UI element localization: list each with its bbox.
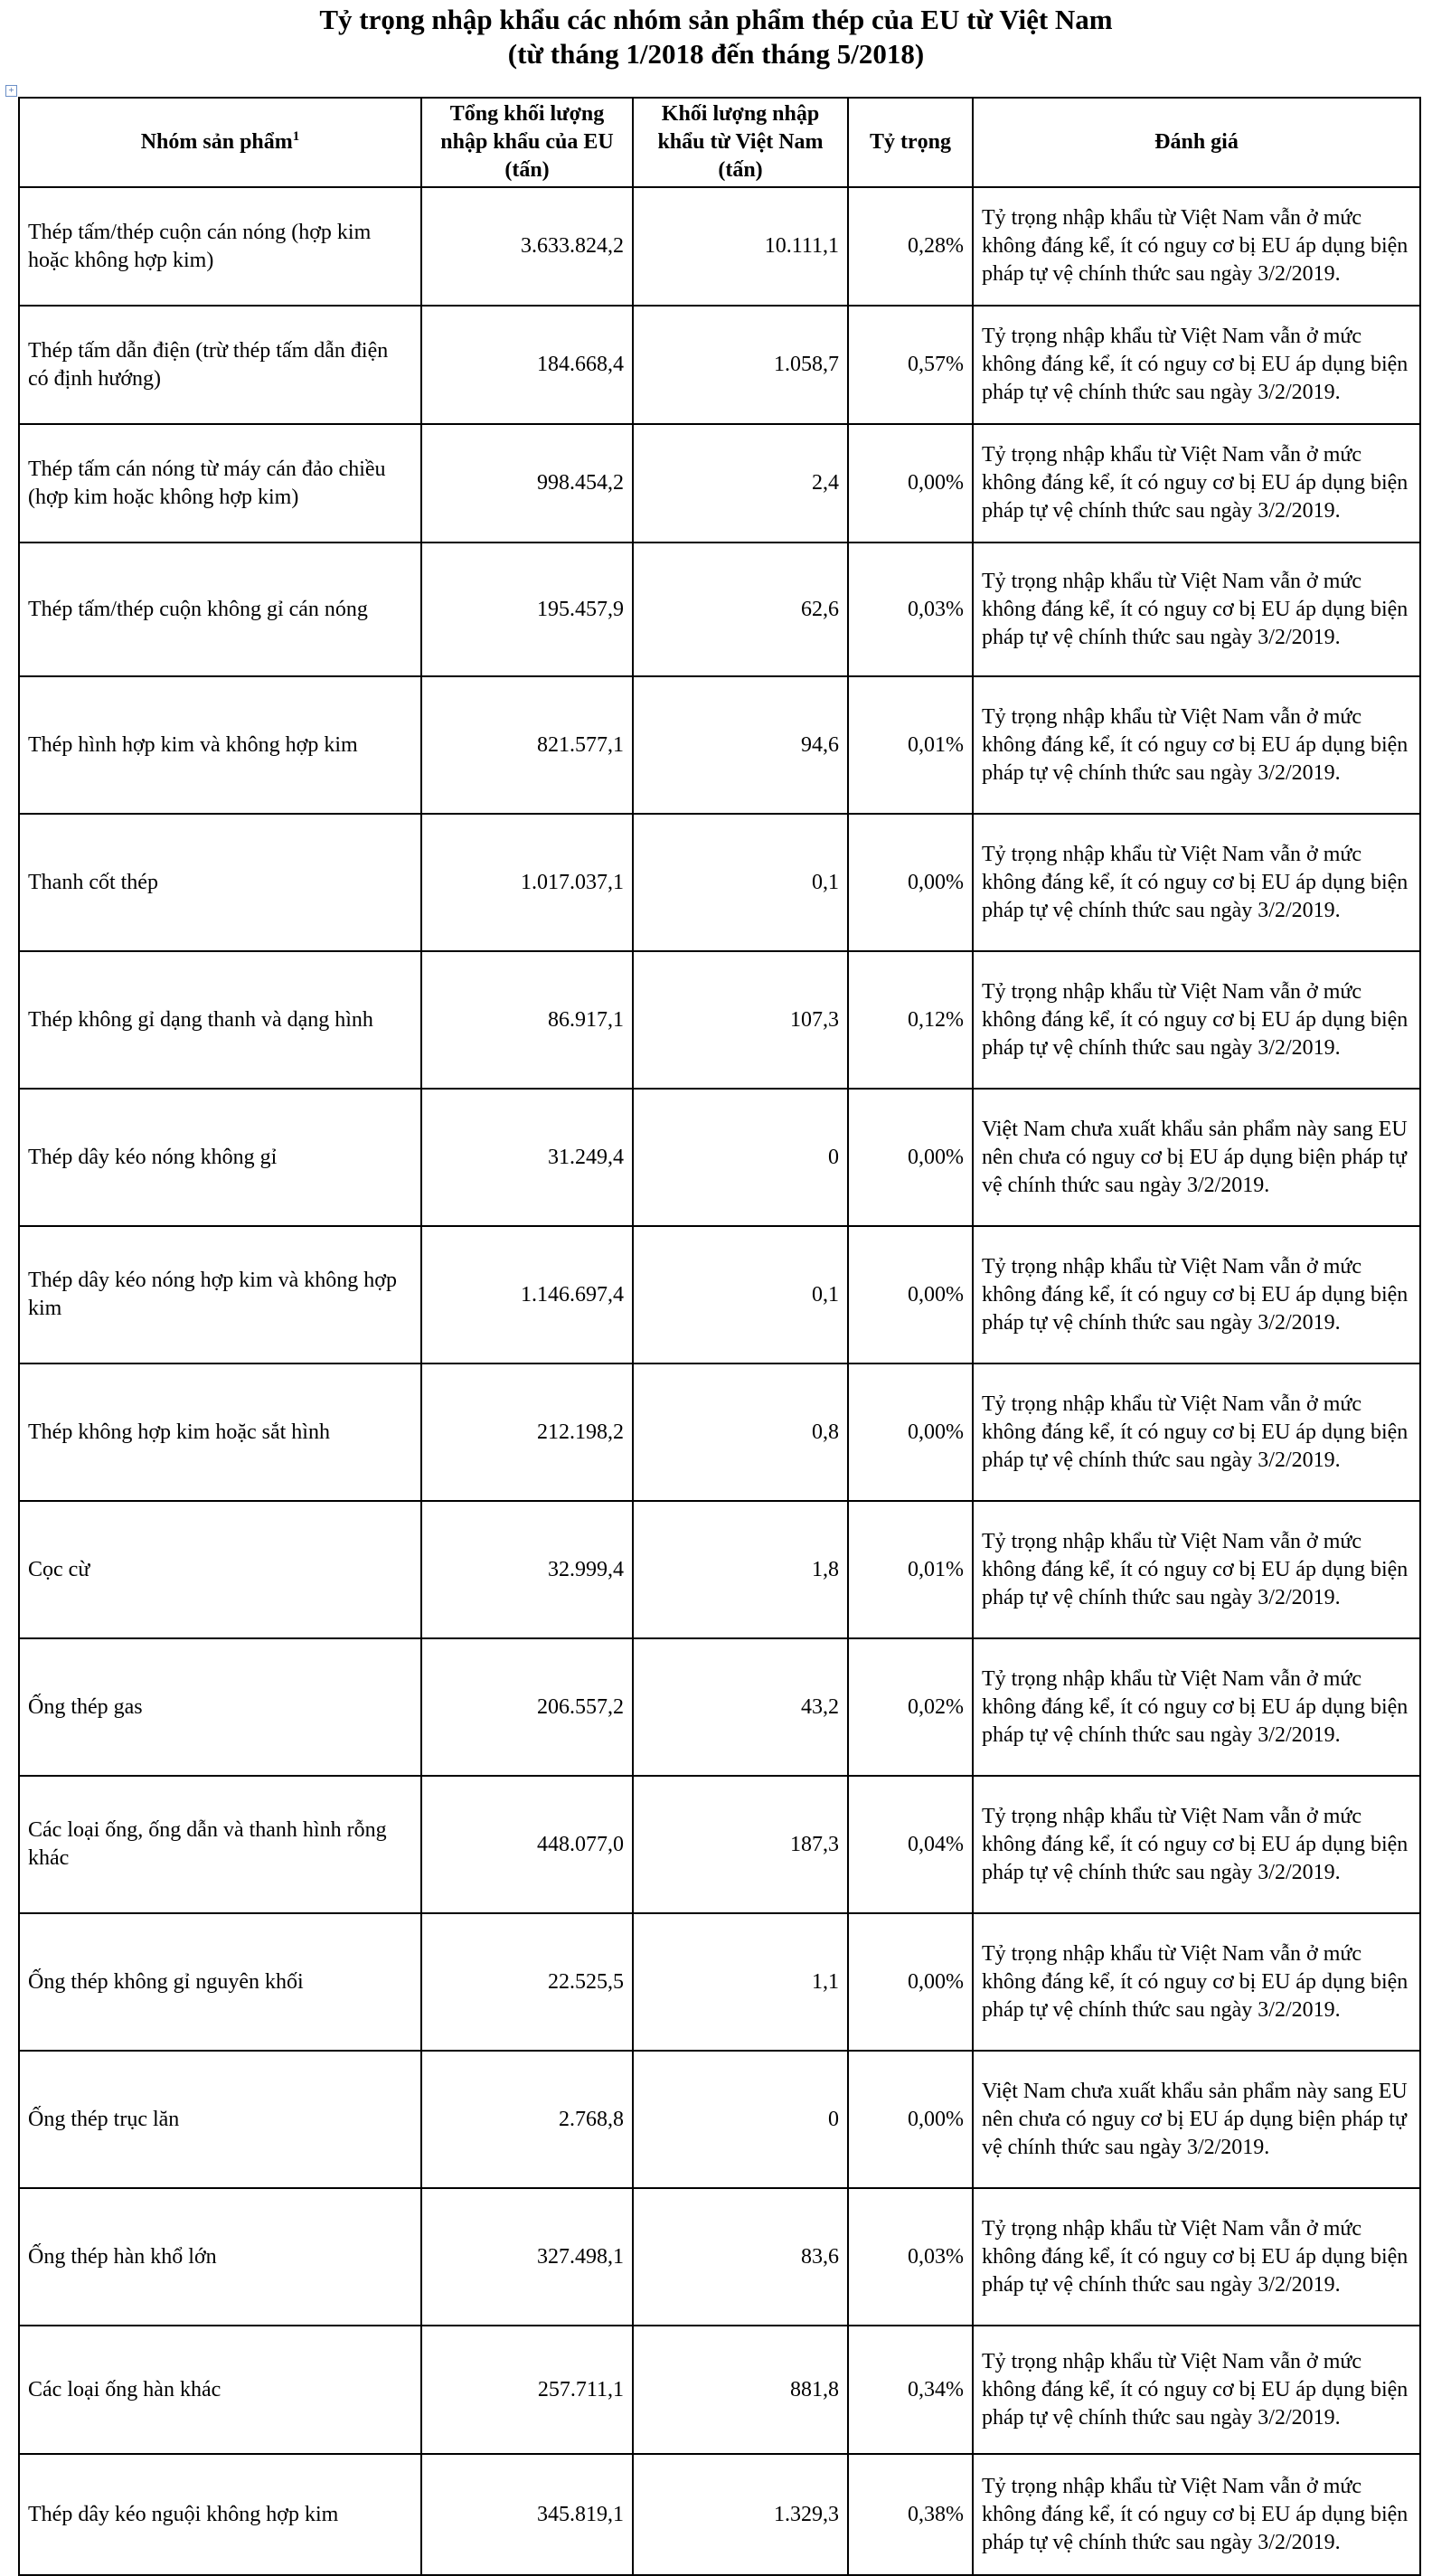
cell-product: Thép dây kéo nguội không hợp kim: [19, 2454, 421, 2575]
cell-vn-volume: 881,8: [633, 2326, 848, 2454]
table-row: [19, 1089, 1420, 1226]
header-share: Tỷ trọng: [848, 98, 973, 187]
cell-evaluation: Tỷ trọng nhập khẩu từ Việt Nam vẫn ở mức không đáng kể, ít có nguy cơ bị EU áp dụng biện pháp tự vệ chính thức sau ngày 3/2/2019.: [973, 2454, 1420, 2575]
table-row: [19, 951, 1420, 1089]
cell-product: Cọc cừ: [19, 1501, 421, 1638]
cell-product: Ống thép trục lăn: [19, 2051, 421, 2188]
cell-share: 0,12%: [848, 951, 973, 1089]
cell-eu-total: 1.017.037,1: [421, 814, 633, 951]
cell-vn-volume: 187,3: [633, 1776, 848, 1913]
cell-share: 0,38%: [848, 2454, 973, 2575]
table-row: [19, 187, 1420, 306]
cell-product: Thép tấm/thép cuộn không gỉ cán nóng: [19, 543, 421, 676]
table-row: [19, 2188, 1420, 2326]
cell-product: Ống thép hàn khổ lớn: [19, 2188, 421, 2326]
cell-share: 0,02%: [848, 1638, 973, 1776]
cell-evaluation: Tỷ trọng nhập khẩu từ Việt Nam vẫn ở mức không đáng kể, ít có nguy cơ bị EU áp dụng biện pháp tự vệ chính thức sau ngày 3/2/2019.: [973, 1638, 1420, 1776]
cell-vn-volume: 0: [633, 1089, 848, 1226]
cell-vn-volume: 0,1: [633, 1226, 848, 1363]
cell-vn-volume: 0,1: [633, 814, 848, 951]
cell-share: 0,04%: [848, 1776, 973, 1913]
table-row: [19, 1638, 1420, 1776]
table-row: [19, 676, 1420, 814]
cell-evaluation: Tỷ trọng nhập khẩu từ Việt Nam vẫn ở mức không đáng kể, ít có nguy cơ bị EU áp dụng biện pháp tự vệ chính thức sau ngày 3/2/2019.: [973, 1913, 1420, 2051]
table-row: [19, 1226, 1420, 1363]
cell-eu-total: 345.819,1: [421, 2454, 633, 2575]
cell-product: Thép không gỉ dạng thanh và dạng hình: [19, 951, 421, 1089]
cell-eu-total: 2.768,8: [421, 2051, 633, 2188]
title-line-1: Tỷ trọng nhập khẩu các nhóm sản phẩm thép của EU từ Việt Nam: [319, 4, 1113, 35]
table-header-row: [19, 98, 1420, 187]
cell-product: Thép dây kéo nóng không gỉ: [19, 1089, 421, 1226]
cell-product: Các loại ống, ống dẫn và thanh hình rỗng khác: [19, 1776, 421, 1913]
table-row: [19, 814, 1420, 951]
cell-share: 0,57%: [848, 306, 973, 424]
cell-eu-total: 998.454,2: [421, 424, 633, 543]
cell-share: 0,34%: [848, 2326, 973, 2454]
cell-evaluation: Tỷ trọng nhập khẩu từ Việt Nam vẫn ở mức không đáng kể, ít có nguy cơ bị EU áp dụng biện pháp tự vệ chính thức sau ngày 3/2/2019.: [973, 306, 1420, 424]
cell-evaluation: Tỷ trọng nhập khẩu từ Việt Nam vẫn ở mức không đáng kể, ít có nguy cơ bị EU áp dụng biện pháp tự vệ chính thức sau ngày 3/2/2019.: [973, 187, 1420, 306]
cell-eu-total: 257.711,1: [421, 2326, 633, 2454]
cell-eu-total: 195.457,9: [421, 543, 633, 676]
cell-share: 0,28%: [848, 187, 973, 306]
steel-import-table: [18, 97, 1421, 2576]
cell-evaluation: Tỷ trọng nhập khẩu từ Việt Nam vẫn ở mức không đáng kể, ít có nguy cơ bị EU áp dụng biện pháp tự vệ chính thức sau ngày 3/2/2019.: [973, 424, 1420, 543]
cell-evaluation: Tỷ trọng nhập khẩu từ Việt Nam vẫn ở mức không đáng kể, ít có nguy cơ bị EU áp dụng biện pháp tự vệ chính thức sau ngày 3/2/2019.: [973, 1363, 1420, 1501]
table-row: [19, 2326, 1420, 2454]
cell-vn-volume: 10.111,1: [633, 187, 848, 306]
cell-product: Thanh cốt thép: [19, 814, 421, 951]
cell-share: 0,00%: [848, 1226, 973, 1363]
cell-product: Thép không hợp kim hoặc sắt hình: [19, 1363, 421, 1501]
cell-vn-volume: 1,1: [633, 1913, 848, 2051]
cell-vn-volume: 62,6: [633, 543, 848, 676]
cell-product: Thép tấm dẫn điện (trừ thép tấm dẫn điện có định hướng): [19, 306, 421, 424]
header-product: Nhóm sản phẩm$^1$: [19, 98, 421, 187]
cell-vn-volume: 0: [633, 2051, 848, 2188]
cell-product: Thép tấm cán nóng từ máy cán đảo chiều (hợp kim hoặc không hợp kim): [19, 424, 421, 543]
table-row: [19, 424, 1420, 543]
cell-share: 0,03%: [848, 543, 973, 676]
cell-eu-total: 327.498,1: [421, 2188, 633, 2326]
cell-share: 0,00%: [848, 814, 973, 951]
cell-evaluation: Tỷ trọng nhập khẩu từ Việt Nam vẫn ở mức không đáng kể, ít có nguy cơ bị EU áp dụng biện pháp tự vệ chính thức sau ngày 3/2/2019.: [973, 814, 1420, 951]
cell-eu-total: 184.668,4: [421, 306, 633, 424]
cell-eu-total: 448.077,0: [421, 1776, 633, 1913]
cell-product: Ống thép gas: [19, 1638, 421, 1776]
cell-share: 0,00%: [848, 1913, 973, 2051]
header-eu-total: Tổng khối lượng nhập khẩu của EU (tấn): [421, 98, 633, 187]
cell-product: Thép hình hợp kim và không hợp kim: [19, 676, 421, 814]
header-vn-volume: Khối lượng nhập khẩu từ Việt Nam (tấn): [633, 98, 848, 187]
cell-share: 0,00%: [848, 1363, 973, 1501]
cell-evaluation: Tỷ trọng nhập khẩu từ Việt Nam vẫn ở mức không đáng kể, ít có nguy cơ bị EU áp dụng biện pháp tự vệ chính thức sau ngày 3/2/2019.: [973, 543, 1420, 676]
cell-vn-volume: 1,8: [633, 1501, 848, 1638]
cell-vn-volume: 43,2: [633, 1638, 848, 1776]
cell-eu-total: 31.249,4: [421, 1089, 633, 1226]
cell-share: 0,01%: [848, 1501, 973, 1638]
cell-vn-volume: 107,3: [633, 951, 848, 1089]
table-row: [19, 1913, 1420, 2051]
cell-evaluation: Tỷ trọng nhập khẩu từ Việt Nam vẫn ở mức không đáng kể, ít có nguy cơ bị EU áp dụng biện pháp tự vệ chính thức sau ngày 3/2/2019.: [973, 1501, 1420, 1638]
table-row: [19, 1776, 1420, 1913]
table-row: [19, 2454, 1420, 2575]
cell-eu-total: 86.917,1: [421, 951, 633, 1089]
cell-eu-total: 22.525,5: [421, 1913, 633, 2051]
table-row: [19, 543, 1420, 676]
cell-evaluation: Tỷ trọng nhập khẩu từ Việt Nam vẫn ở mức không đáng kể, ít có nguy cơ bị EU áp dụng biện pháp tự vệ chính thức sau ngày 3/2/2019.: [973, 1226, 1420, 1363]
cell-vn-volume: 1.329,3: [633, 2454, 848, 2575]
cell-evaluation: Tỷ trọng nhập khẩu từ Việt Nam vẫn ở mức không đáng kể, ít có nguy cơ bị EU áp dụng biện pháp tự vệ chính thức sau ngày 3/2/2019.: [973, 676, 1420, 814]
cell-evaluation: Tỷ trọng nhập khẩu từ Việt Nam vẫn ở mức không đáng kể, ít có nguy cơ bị EU áp dụng biện pháp tự vệ chính thức sau ngày 3/2/2019.: [973, 1776, 1420, 1913]
cell-product: Thép dây kéo nóng hợp kim và không hợp kim: [19, 1226, 421, 1363]
cell-eu-total: 206.557,2: [421, 1638, 633, 1776]
cell-share: 0,00%: [848, 1089, 973, 1226]
cell-vn-volume: 83,6: [633, 2188, 848, 2326]
table-row: [19, 2051, 1420, 2188]
table-row: [19, 1363, 1420, 1501]
cell-eu-total: 212.198,2: [421, 1363, 633, 1501]
cell-eu-total: 32.999,4: [421, 1501, 633, 1638]
cell-share: 0,00%: [848, 424, 973, 543]
cell-vn-volume: 2,4: [633, 424, 848, 543]
cell-share: 0,01%: [848, 676, 973, 814]
cell-product: Thép tấm/thép cuộn cán nóng (hợp kim hoặc không hợp kim): [19, 187, 421, 306]
cell-vn-volume: 94,6: [633, 676, 848, 814]
cell-share: 0,03%: [848, 2188, 973, 2326]
cell-product: Ống thép không gỉ nguyên khối: [19, 1913, 421, 2051]
header-evaluation: Đánh giá: [973, 98, 1420, 187]
title-line-2: (từ tháng 1/2018 đến tháng 5/2018): [507, 38, 925, 70]
cell-vn-volume: 1.058,7: [633, 306, 848, 424]
cell-eu-total: 1.146.697,4: [421, 1226, 633, 1363]
cell-evaluation: Tỷ trọng nhập khẩu từ Việt Nam vẫn ở mức không đáng kể, ít có nguy cơ bị EU áp dụng biện pháp tự vệ chính thức sau ngày 3/2/2019.: [973, 2326, 1420, 2454]
table-row: [19, 1501, 1420, 1638]
cell-vn-volume: 0,8: [633, 1363, 848, 1501]
cell-product: Các loại ống hàn khác: [19, 2326, 421, 2454]
cell-eu-total: 3.633.824,2: [421, 187, 633, 306]
table-move-handle-icon[interactable]: +: [5, 85, 17, 97]
table-row: [19, 306, 1420, 424]
cell-evaluation: Việt Nam chưa xuất khẩu sản phẩm này sang EU nên chưa có nguy cơ bị EU áp dụng biện pháp tự vệ chính thức sau ngày 3/2/2019.: [973, 2051, 1420, 2188]
cell-evaluation: Tỷ trọng nhập khẩu từ Việt Nam vẫn ở mức không đáng kể, ít có nguy cơ bị EU áp dụng biện pháp tự vệ chính thức sau ngày 3/2/2019.: [973, 2188, 1420, 2326]
cell-eu-total: 821.577,1: [421, 676, 633, 814]
cell-share: 0,00%: [848, 2051, 973, 2188]
cell-evaluation: Tỷ trọng nhập khẩu từ Việt Nam vẫn ở mức không đáng kể, ít có nguy cơ bị EU áp dụng biện pháp tự vệ chính thức sau ngày 3/2/2019.: [973, 951, 1420, 1089]
cell-evaluation: Việt Nam chưa xuất khẩu sản phẩm này sang EU nên chưa có nguy cơ bị EU áp dụng biện pháp tự vệ chính thức sau ngày 3/2/2019.: [973, 1089, 1420, 1226]
